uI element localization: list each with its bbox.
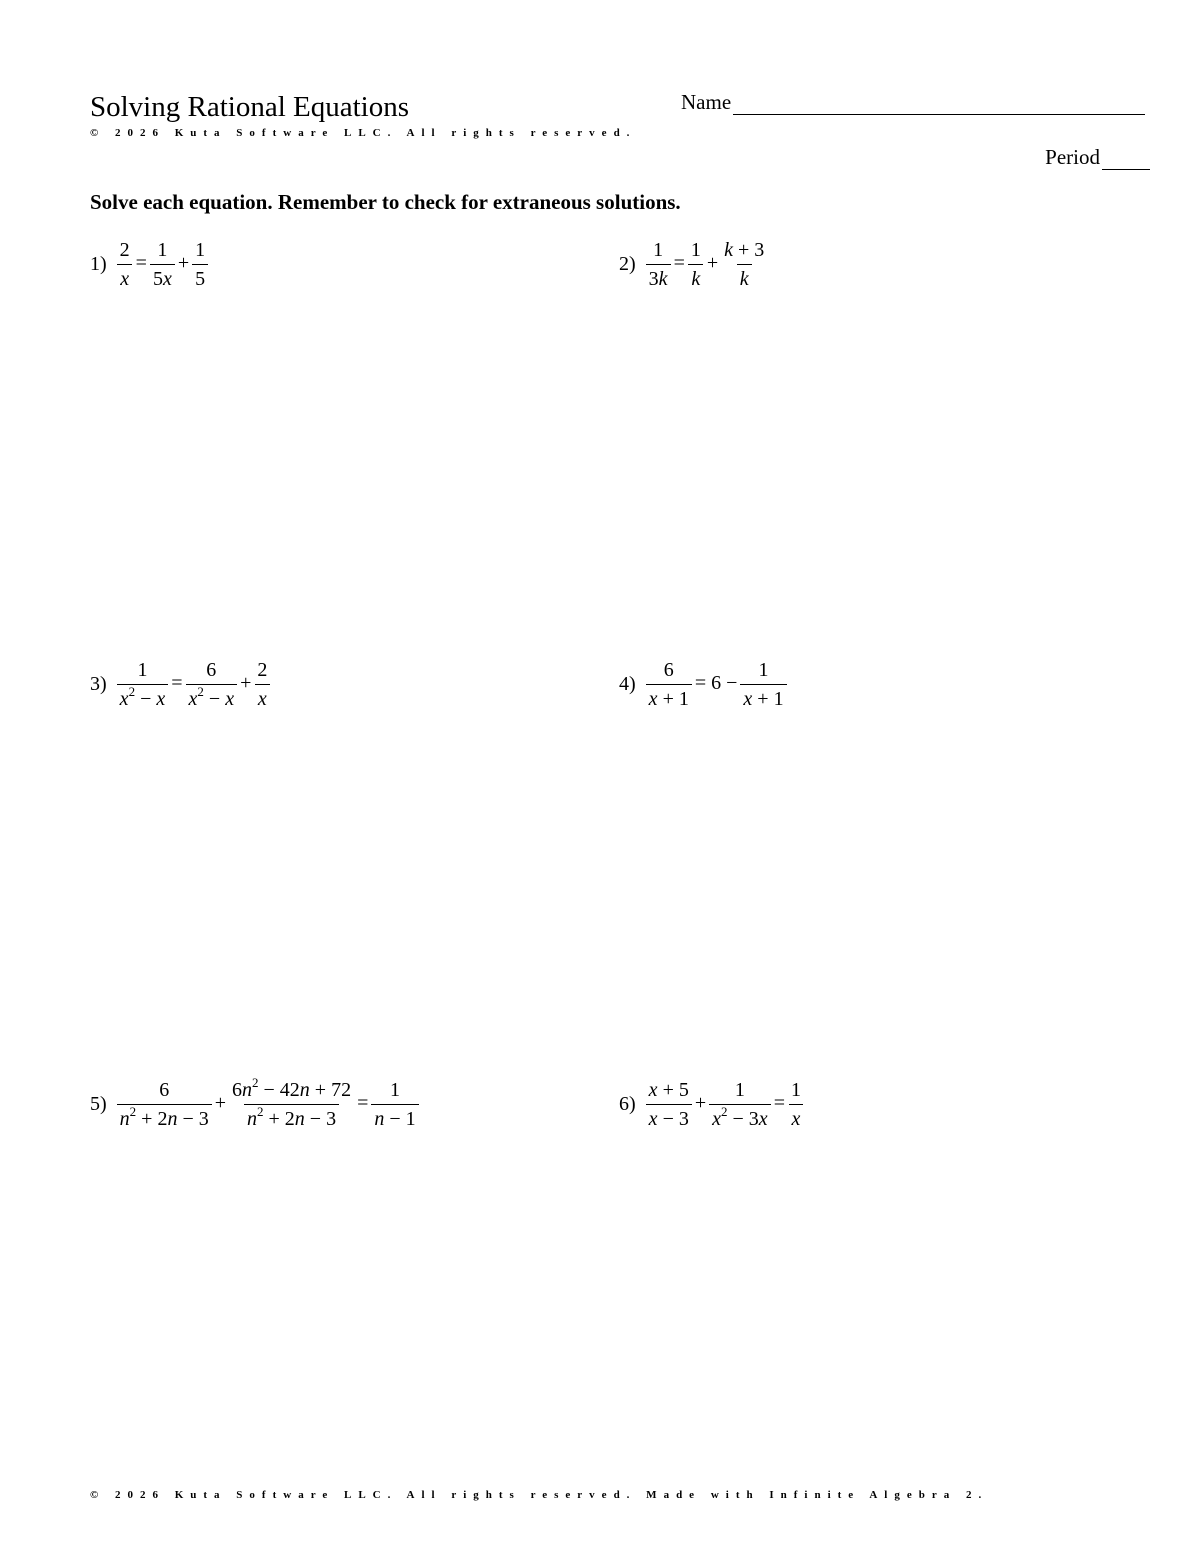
problem-equation: $\frac{2}{x}$ = $\frac{1}{5x}$ + $\frac{1}{5}$ bbox=[117, 238, 208, 291]
problem-1 bbox=[90, 238, 208, 291]
problem-equation: $\frac{1}{3k}$ = $\frac{1}{k}$ + $\frac{k + 3}{k}$ bbox=[646, 238, 768, 291]
name-field[interactable] bbox=[681, 90, 1145, 115]
period-label: Period bbox=[1045, 145, 1100, 169]
problem-equation: $\frac{1}{x^2 - x}$ = $\frac{6}{x^2 - x}$ + $\frac{2}{x}$ bbox=[117, 658, 271, 711]
problem-4 bbox=[619, 658, 787, 711]
problem-3 bbox=[90, 658, 270, 711]
problem-number: 1) bbox=[90, 253, 107, 275]
name-label: Name bbox=[681, 90, 732, 114]
problem-number: 5) bbox=[90, 1093, 107, 1115]
page-title: Solving Rational Equations bbox=[90, 91, 409, 123]
problem-number: 4) bbox=[619, 673, 636, 695]
period-blank[interactable] bbox=[1102, 145, 1150, 170]
problem-6 bbox=[619, 1078, 804, 1131]
problem-equation: $\frac{6}{n^2 + 2n - 3}$ + $\frac{6n^2 - 42n + 72}{n^2 + 2n - 3}$ = $\frac{1}{n - 1}$ bbox=[117, 1078, 419, 1131]
problem-2 bbox=[619, 238, 767, 291]
page-footer: © 2026 Kuta Software LLC. All rights reserved. Made with Infinite Algebra 2. bbox=[90, 1489, 989, 1501]
copyright-notice: © 2026 Kuta Software LLC. All rights reserved. bbox=[90, 127, 637, 139]
problem-5 bbox=[90, 1075, 419, 1131]
problem-equation: $\frac{6}{x + 1}$ = 6 − $\frac{1}{x + 1}$ bbox=[646, 658, 787, 711]
problem-number: 2) bbox=[619, 253, 636, 275]
problem-number: 3) bbox=[90, 673, 107, 695]
instructions: Solve each equation. Remember to check for extraneous solutions. bbox=[90, 190, 681, 214]
problem-number: 6) bbox=[619, 1093, 636, 1115]
period-field[interactable] bbox=[1045, 145, 1150, 170]
problem-equation: $\frac{x + 5}{x - 3}$ + $\frac{1}{x^2 - 3x}$ = $\frac{1}{x}$ bbox=[646, 1078, 804, 1131]
name-blank[interactable] bbox=[733, 90, 1145, 115]
